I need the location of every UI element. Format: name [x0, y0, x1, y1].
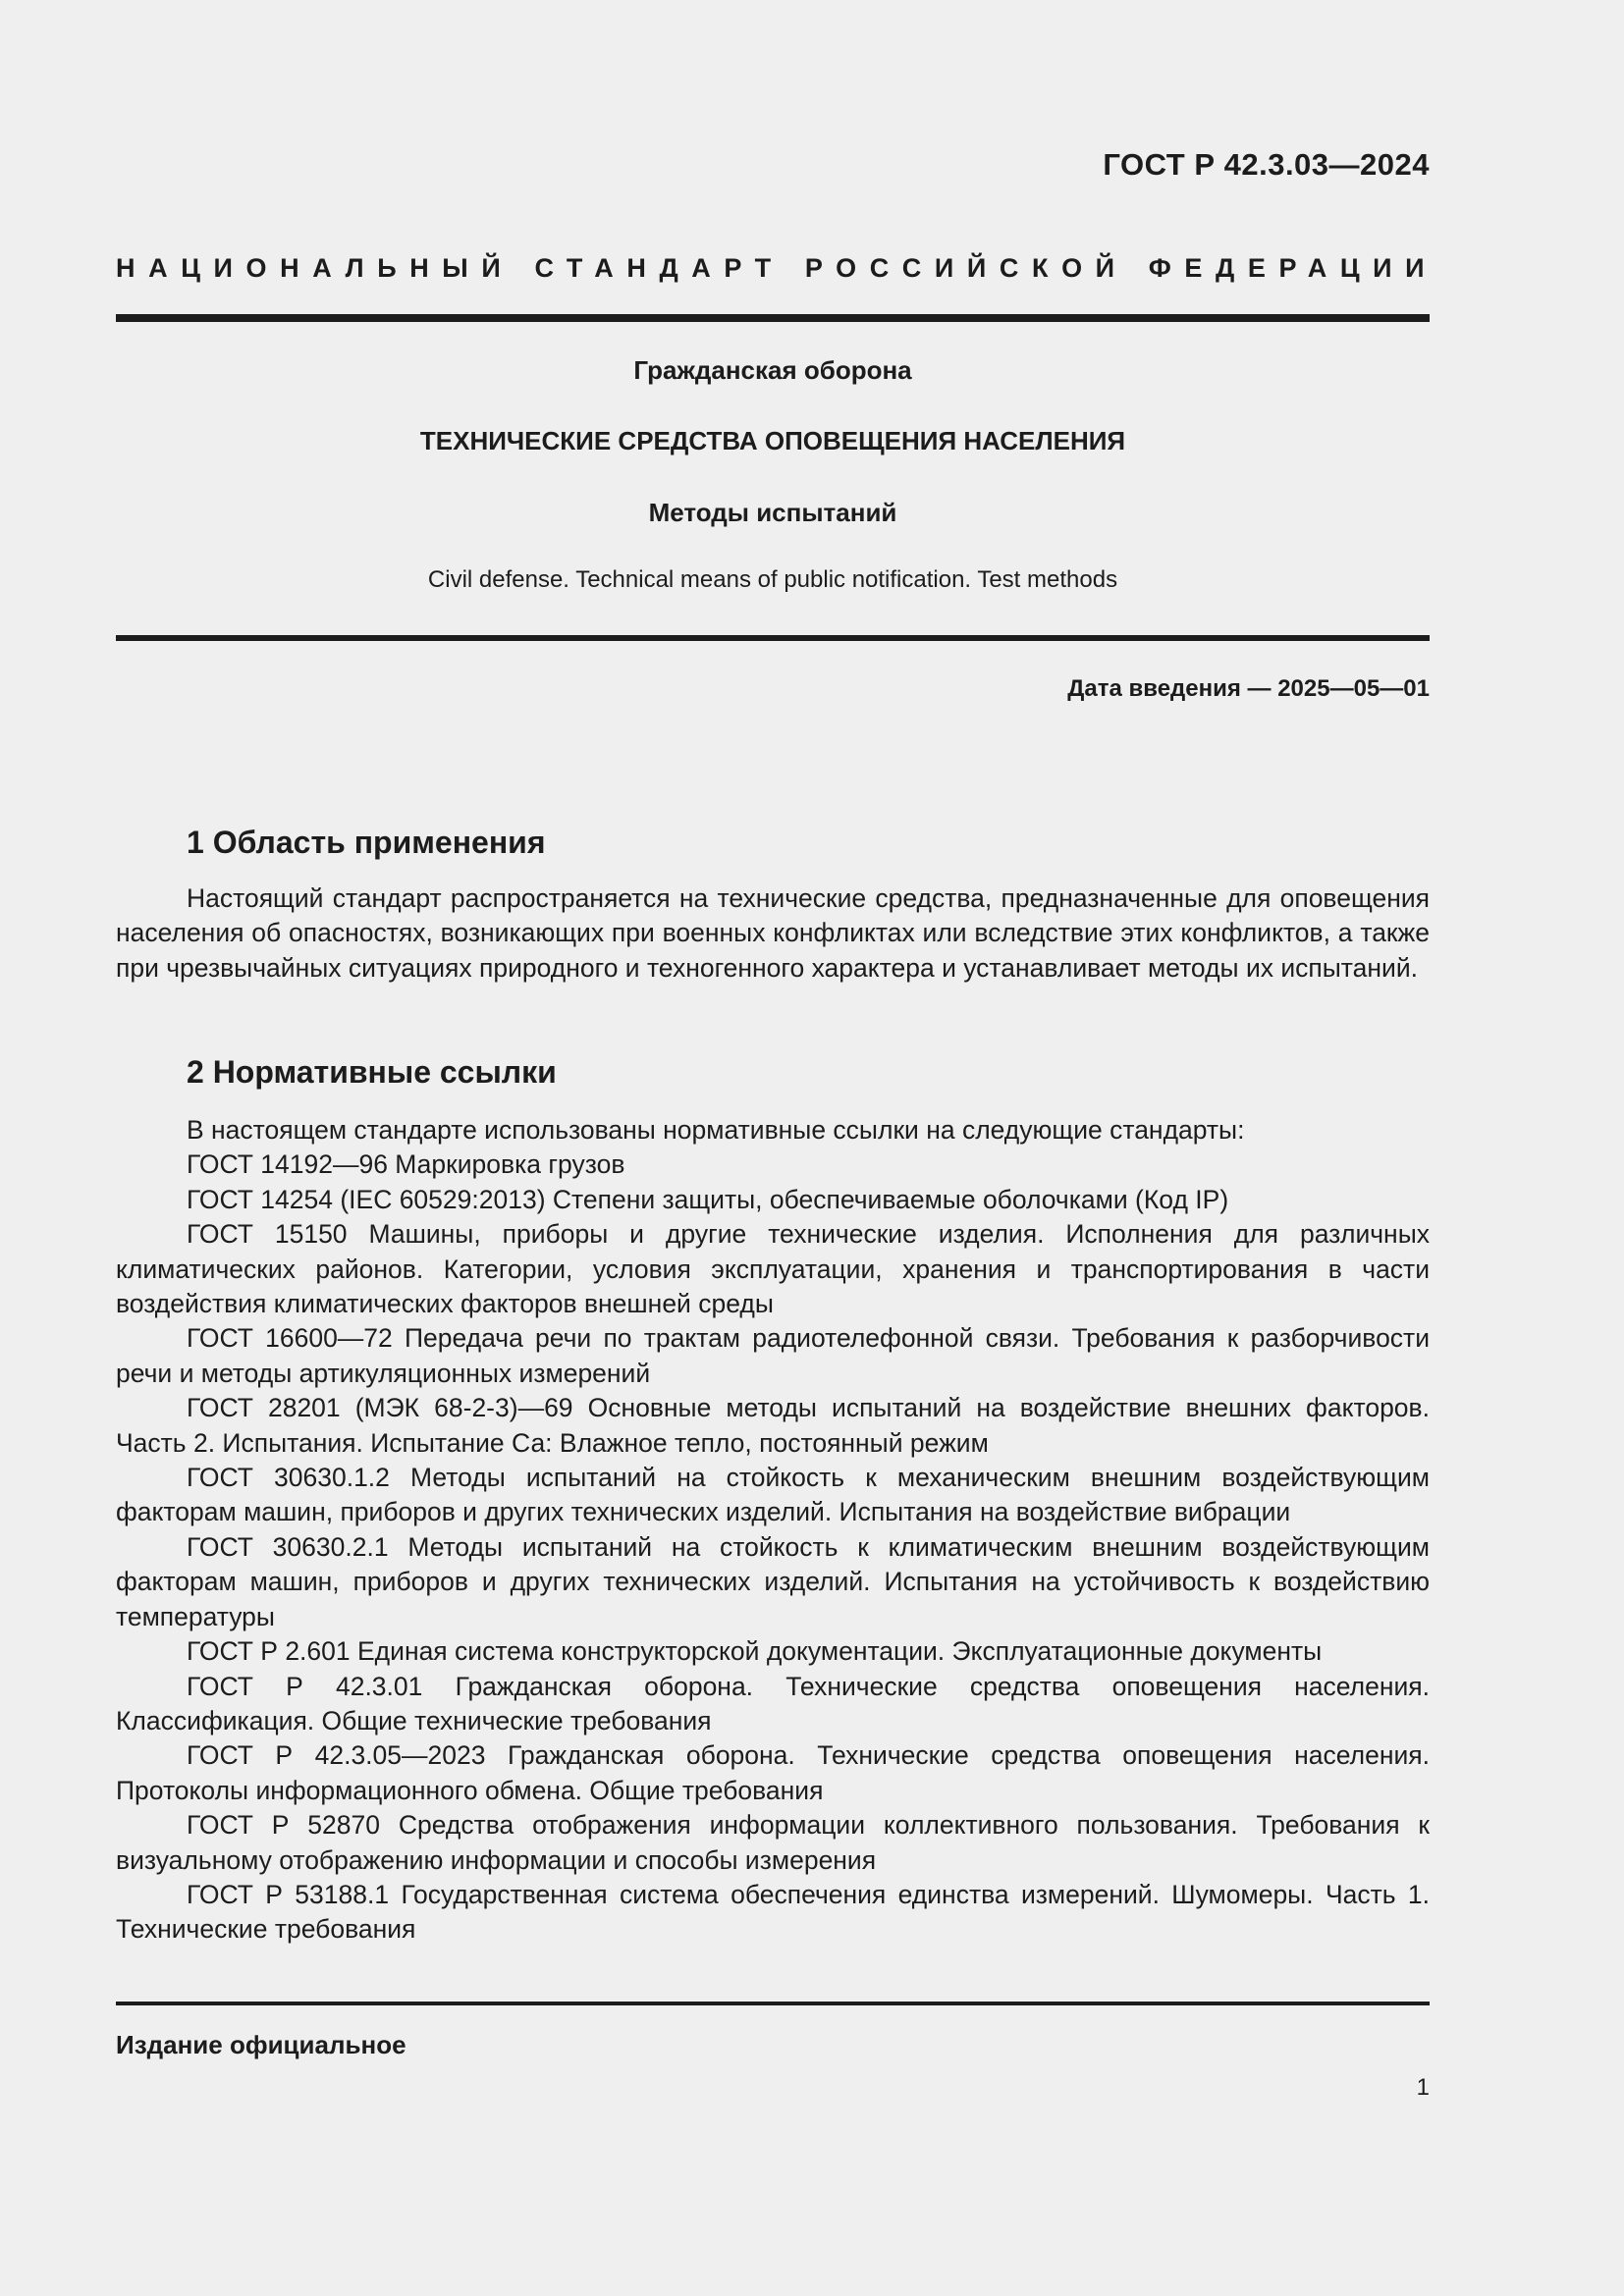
title-line-2: ТЕХНИЧЕСКИЕ СРЕДСТВА ОПОВЕЩЕНИЯ НАСЕЛЕНИЯ: [419, 426, 1126, 455]
section-heading-normative-references: 2 Нормативные ссылки: [187, 1054, 557, 1090]
title-bottom-rule: [116, 635, 1430, 641]
top-rule: [116, 314, 1430, 322]
scope-paragraph: Настоящий стандарт распространяется на технические средства, предназначенные для оповещения населения об опасностях, возникающих при военных конфликтах или вследствие этих конфликтов, а также при чрезвычайных ситуациях природного и техногенного характера и устанавливает методы их испытаний.: [116, 883, 1430, 983]
title-line-1: Гражданская оборона: [633, 355, 912, 385]
reference-item: ГОСТ Р 42.3.01 Гражданская оборона. Технические средства оповещения населения. Классификация. Общие технические требования: [116, 1671, 1430, 1735]
references-intro: В настоящем стандарте использованы нормативные ссылки на следующие стандарты:: [187, 1115, 1245, 1145]
reference-item: ГОСТ Р 42.3.05—2023 Гражданская оборона. Технические средства оповещения населения. Протоколы информационного обмена. Общие требования: [116, 1740, 1430, 1805]
reference-item: ГОСТ 30630.2.1 Методы испытаний на стойкость к климатическим внешним воздействующим факторам машин, приборов и других технических изделий. Испытания на устойчивость к воздействию температуры: [116, 1531, 1430, 1631]
references-list: [116, 1113, 1430, 1948]
section-heading-scope: 1 Область применения: [187, 825, 546, 860]
reference-item: ГОСТ 14254 (IEC 60529:2013) Степени защиты, обеспечиваемые оболочками (Код IP): [187, 1184, 1229, 1214]
standard-code: ГОСТ Р 42.3.03—2024: [1103, 147, 1430, 182]
introduction-date: Дата введения — 2025—05—01: [1067, 675, 1430, 702]
title-line-3: Методы испытаний: [648, 498, 897, 527]
reference-item: ГОСТ Р 53188.1 Государственная система обеспечения единства измерений. Шумомеры. Часть 1. Технические требования: [116, 1879, 1430, 1945]
reference-item: ГОСТ Р 52870 Средства отображения информации коллективного пользования. Требования к визуальному отображению информации и способы измерения: [116, 1810, 1430, 1875]
footer-rule: [116, 2002, 1430, 2005]
english-title: Civil defense. Technical means of public notification. Test methods: [427, 566, 1118, 593]
reference-item: ГОСТ Р 2.601 Единая система конструкторской документации. Эксплуатационные документы: [187, 1636, 1323, 1667]
official-edition-label: Издание официальное: [116, 2030, 406, 2059]
reference-item: ГОСТ 15150 Машины, приборы и другие технические изделия. Исполнения для различных климатических районов. Категории, условия эксплуатации, хранения и транспортирования в части воздействия климатических факторов внешней среды: [116, 1219, 1430, 1319]
page-number: 1: [1416, 2074, 1430, 2101]
reference-item: ГОСТ 14192—96 Маркировка грузов: [187, 1149, 625, 1180]
reference-item: ГОСТ 30630.1.2 Методы испытаний на стойкость к механическим внешним воздействующим факторам машин, приборов и других технических изделий. Испытания на воздействие вибрации: [116, 1463, 1430, 1527]
reference-item: ГОСТ 28201 (МЭК 68-2-3)—69 Основные методы испытаний на воздействие внешних факторов. Часть 2. Испытания. Испытание Са: Влажное тепло, постоянный режим: [116, 1393, 1430, 1458]
national-standard-heading: НАЦИОНАЛЬНЫЙ СТАНДАРТ РОССИЙСКОЙ ФЕДЕРАЦИИ: [116, 253, 1438, 283]
scope-text: [116, 881, 1430, 986]
reference-item: ГОСТ 16600—72 Передача речи по трактам радиотелефонной связи. Требования к разборчивости речи и методы артикуляционных измерений: [116, 1323, 1430, 1388]
